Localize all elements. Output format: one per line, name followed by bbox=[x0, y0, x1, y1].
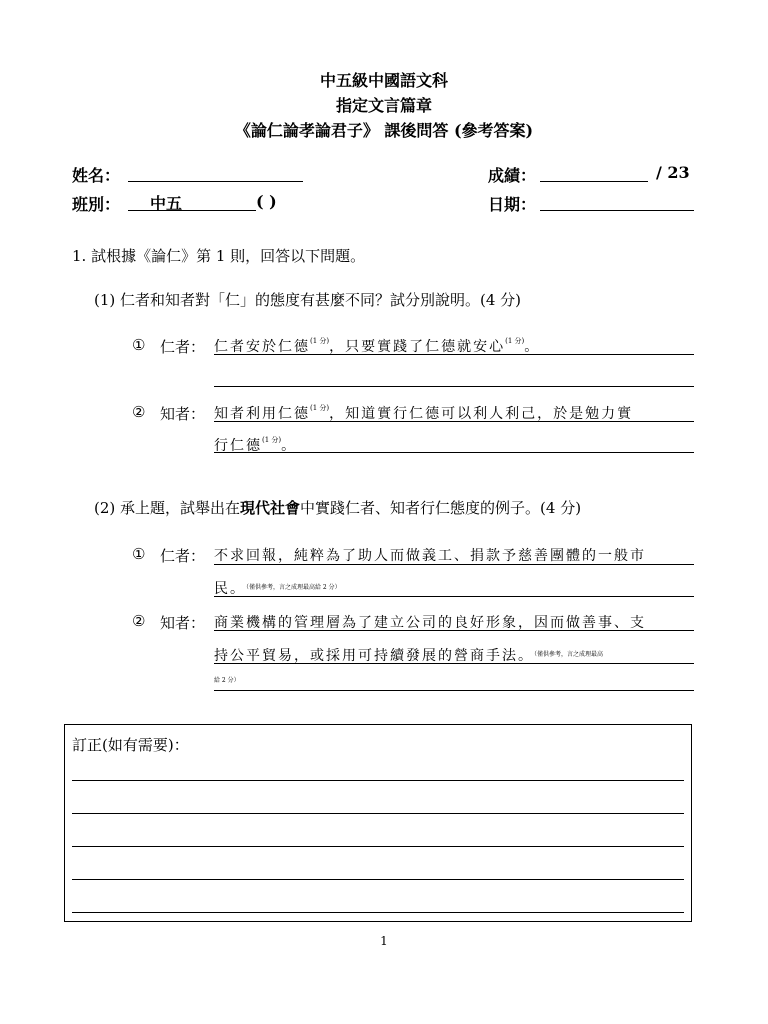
score-note: (1 分) bbox=[310, 337, 330, 345]
answer-line bbox=[214, 354, 694, 355]
answer-line bbox=[214, 386, 694, 387]
page-number: 1 bbox=[380, 934, 388, 948]
score-note: (1 分) bbox=[262, 436, 282, 444]
correction-line[interactable] bbox=[72, 879, 684, 880]
question-1-1-prompt: (1) 仁者和知者對「仁」的態度有甚麼不同？試分別說明。(4 分) bbox=[94, 291, 522, 309]
answer-text: 持公平貿易，或採用可持續發展的營商手法。$^{(僅供參考,言之成理最高}$ bbox=[214, 648, 604, 664]
date-field-line[interactable] bbox=[540, 210, 694, 211]
answer-line bbox=[214, 630, 694, 631]
answer-text: 民。$^{(僅供參考,言之成理最高給 2 分)}$ bbox=[214, 581, 341, 597]
answer-marker-2: ② bbox=[132, 403, 146, 421]
score-note: 給 2 分） bbox=[214, 677, 240, 684]
emphasis-modern-society: 現代社會 bbox=[240, 499, 301, 517]
correction-line[interactable] bbox=[72, 813, 684, 814]
answer-line bbox=[214, 564, 694, 565]
correction-label: 訂正(如有需要)： bbox=[72, 736, 189, 754]
question-1-prompt: 1. 試根據《論仁》第 1 則，回答以下問題。 bbox=[72, 247, 366, 265]
correction-line[interactable] bbox=[72, 780, 684, 781]
answer-marker-1: ① bbox=[132, 545, 146, 563]
answer-label-zhi: 知者： bbox=[160, 405, 206, 423]
answer-label-ren: 仁者： bbox=[160, 547, 206, 565]
class-value: 中五 bbox=[150, 194, 183, 213]
class-label: 班別： bbox=[72, 195, 121, 214]
answer-text: 不求回報，純粹為了助人而做義工、捐款予慈善團體的一般市 bbox=[214, 548, 646, 564]
answer-line bbox=[214, 596, 694, 597]
title-worksheet: 《論仁論孝論君子》 課後問答 (參考答案) bbox=[234, 121, 534, 140]
score-note: （僅供參考，言之成理最高 bbox=[534, 651, 604, 658]
score-note: (1 分) bbox=[310, 404, 330, 412]
answer-line bbox=[214, 690, 694, 691]
class-field-line bbox=[128, 210, 256, 211]
question-1-2-prompt: (2) 承上題，試舉出在現代社會中實踐仁者、知者行仁態度的例子。(4 分) bbox=[94, 499, 582, 517]
correction-line[interactable] bbox=[72, 846, 684, 847]
answer-label-zhi: 知者： bbox=[160, 614, 206, 632]
title-chapter: 指定文言篇章 bbox=[335, 96, 432, 115]
answer-line bbox=[214, 421, 694, 422]
answer-line bbox=[214, 452, 694, 453]
score-total: / 23 bbox=[656, 163, 690, 182]
date-label: 日期： bbox=[488, 195, 537, 214]
score-note: (1 分) bbox=[505, 337, 525, 345]
score-label: 成績： bbox=[488, 166, 537, 185]
correction-line[interactable] bbox=[72, 912, 684, 913]
class-number-paren: ( ) bbox=[256, 192, 277, 211]
answer-text: 知者利用仁德$^{(1 分)}$，知道實行仁德可以利人利己，於是勉力實 bbox=[214, 404, 634, 422]
answer-line bbox=[214, 663, 694, 664]
answer-text: 行仁德$^{(1 分)}$。 bbox=[214, 436, 298, 454]
title-subject: 中五級中國語文科 bbox=[319, 71, 448, 90]
name-label: 姓名： bbox=[72, 166, 121, 185]
answer-marker-2: ② bbox=[132, 612, 146, 630]
score-note: （僅供參考，言之成理最高給 2 分） bbox=[246, 584, 341, 591]
answer-text: 仁者安於仁德$^{(1 分)}$，只要實踐了仁德就安心$^{(1 分)}$。 bbox=[214, 337, 541, 355]
answer-marker-1: ① bbox=[132, 336, 146, 354]
score-field-line[interactable] bbox=[540, 181, 648, 182]
name-field-line[interactable] bbox=[128, 181, 303, 182]
answer-label-ren: 仁者： bbox=[160, 338, 206, 356]
answer-text: 商業機構的管理層為了建立公司的良好形象，因而做善事、支 bbox=[214, 615, 646, 631]
